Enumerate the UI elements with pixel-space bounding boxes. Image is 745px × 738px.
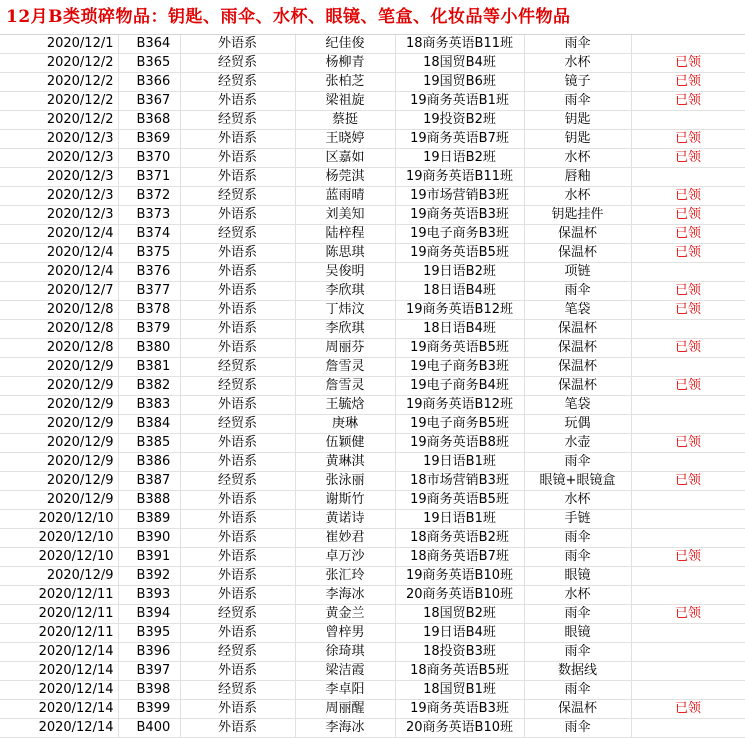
cell-department[interactable]: 经贸系: [180, 358, 295, 377]
cell-item[interactable]: 保温杯: [524, 377, 631, 396]
cell-status[interactable]: 已领: [631, 377, 745, 396]
cell-class[interactable]: 19日语B2班: [395, 263, 524, 282]
cell-date[interactable]: 2020/12/8: [0, 301, 118, 320]
cell-name[interactable]: 黄金兰: [295, 605, 395, 624]
cell-item[interactable]: 笔袋: [524, 396, 631, 415]
cell-date[interactable]: 2020/12/14: [0, 719, 118, 738]
cell-class[interactable]: 19商务英语B8班: [395, 434, 524, 453]
cell-department[interactable]: 外语系: [180, 320, 295, 339]
cell-class[interactable]: 19投资B2班: [395, 111, 524, 130]
cell-date[interactable]: 2020/12/1: [0, 35, 118, 54]
cell-name[interactable]: 纪佳俊: [295, 35, 395, 54]
cell-status[interactable]: [631, 453, 745, 472]
cell-status[interactable]: 已领: [631, 54, 745, 73]
cell-name[interactable]: 吴俊明: [295, 263, 395, 282]
cell-item[interactable]: 保温杯: [524, 225, 631, 244]
cell-date[interactable]: 2020/12/4: [0, 225, 118, 244]
cell-status[interactable]: [631, 358, 745, 377]
cell-status[interactable]: 已领: [631, 301, 745, 320]
cell-item[interactable]: 笔袋: [524, 301, 631, 320]
cell-name[interactable]: 梁祖旋: [295, 92, 395, 111]
cell-item-id[interactable]: B388: [118, 491, 180, 510]
table-row: [0, 548, 745, 567]
cell-name[interactable]: 陆梓程: [295, 225, 395, 244]
cell-date[interactable]: 2020/12/4: [0, 244, 118, 263]
cell-date[interactable]: 2020/12/8: [0, 339, 118, 358]
cell-status[interactable]: [631, 510, 745, 529]
cell-item[interactable]: 水杯: [524, 149, 631, 168]
cell-item[interactable]: 钥匙: [524, 130, 631, 149]
cell-item-id[interactable]: B382: [118, 377, 180, 396]
cell-department[interactable]: 外语系: [180, 567, 295, 586]
cell-class[interactable]: 19商务英语B3班: [395, 700, 524, 719]
cell-department[interactable]: 经贸系: [180, 225, 295, 244]
cell-status[interactable]: [631, 263, 745, 282]
cell-class[interactable]: 18商务英语B2班: [395, 529, 524, 548]
cell-date[interactable]: 2020/12/9: [0, 453, 118, 472]
table-row: [0, 529, 745, 548]
cell-status[interactable]: [631, 567, 745, 586]
cell-class[interactable]: 19商务英语B7班: [395, 130, 524, 149]
cell-status[interactable]: 已领: [631, 149, 745, 168]
cell-item[interactable]: 眼镜: [524, 567, 631, 586]
cell-status[interactable]: 已领: [631, 206, 745, 225]
cell-item-id[interactable]: B389: [118, 510, 180, 529]
cell-class[interactable]: 18国贸B2班: [395, 605, 524, 624]
cell-item-id[interactable]: B379: [118, 320, 180, 339]
cell-date[interactable]: 2020/12/2: [0, 92, 118, 111]
cell-status[interactable]: 已领: [631, 92, 745, 111]
cell-status[interactable]: 已领: [631, 339, 745, 358]
cell-name[interactable]: 崔妙君: [295, 529, 395, 548]
cell-class[interactable]: 18市场营销B3班: [395, 472, 524, 491]
table-row: [0, 225, 745, 244]
cell-item[interactable]: 眼镜: [524, 624, 631, 643]
cell-status[interactable]: 已领: [631, 700, 745, 719]
cell-department[interactable]: 外语系: [180, 168, 295, 187]
cell-date[interactable]: 2020/12/9: [0, 396, 118, 415]
table-row: [0, 700, 745, 719]
cell-item-id[interactable]: B371: [118, 168, 180, 187]
cell-department[interactable]: 外语系: [180, 529, 295, 548]
cell-date[interactable]: 2020/12/11: [0, 624, 118, 643]
table-row: [0, 415, 745, 434]
cell-department[interactable]: 外语系: [180, 434, 295, 453]
cell-date[interactable]: 2020/12/2: [0, 73, 118, 92]
cell-item[interactable]: 雨伞: [524, 719, 631, 738]
cell-department[interactable]: 经贸系: [180, 415, 295, 434]
table-row: [0, 187, 745, 206]
cell-item[interactable]: 雨伞: [524, 35, 631, 54]
cell-name[interactable]: 黄琳淇: [295, 453, 395, 472]
table-row: [0, 396, 745, 415]
cell-item[interactable]: 数据线: [524, 662, 631, 681]
cell-class[interactable]: 19日语B1班: [395, 510, 524, 529]
cell-department[interactable]: 外语系: [180, 244, 295, 263]
cell-date[interactable]: 2020/12/3: [0, 168, 118, 187]
table-row: [0, 54, 745, 73]
cell-item-id[interactable]: B364: [118, 35, 180, 54]
cell-item-id[interactable]: B400: [118, 719, 180, 738]
cell-status[interactable]: 已领: [631, 605, 745, 624]
cell-department[interactable]: 外语系: [180, 263, 295, 282]
cell-department[interactable]: 经贸系: [180, 111, 295, 130]
cell-class[interactable]: 19商务英语B1班: [395, 92, 524, 111]
cell-department[interactable]: 外语系: [180, 282, 295, 301]
table-row: [0, 681, 745, 700]
cell-date[interactable]: 2020/12/11: [0, 586, 118, 605]
table-row: [0, 92, 745, 111]
table-row: [0, 168, 745, 187]
cell-status[interactable]: 已领: [631, 434, 745, 453]
cell-name[interactable]: 蓝雨晴: [295, 187, 395, 206]
cell-date[interactable]: 2020/12/9: [0, 434, 118, 453]
cell-date[interactable]: 2020/12/11: [0, 605, 118, 624]
table-body: [0, 35, 745, 738]
cell-item-id[interactable]: B384: [118, 415, 180, 434]
cell-status[interactable]: [631, 643, 745, 662]
cell-class[interactable]: 19商务英语B12班: [395, 396, 524, 415]
cell-item[interactable]: 保温杯: [524, 700, 631, 719]
cell-date[interactable]: 2020/12/8: [0, 320, 118, 339]
cell-item-id[interactable]: B385: [118, 434, 180, 453]
cell-item-id[interactable]: B381: [118, 358, 180, 377]
cell-item-id[interactable]: B391: [118, 548, 180, 567]
lost-items-table: [0, 35, 745, 738]
cell-date[interactable]: 2020/12/2: [0, 54, 118, 73]
cell-item-id[interactable]: B368: [118, 111, 180, 130]
cell-status[interactable]: [631, 111, 745, 130]
cell-class[interactable]: 19商务英语B10班: [395, 567, 524, 586]
table-row: [0, 662, 745, 681]
cell-department[interactable]: 外语系: [180, 510, 295, 529]
cell-class[interactable]: 19日语B2班: [395, 149, 524, 168]
cell-class[interactable]: 19电子商务B3班: [395, 225, 524, 244]
cell-department[interactable]: 外语系: [180, 548, 295, 567]
cell-department[interactable]: 外语系: [180, 624, 295, 643]
cell-class[interactable]: 18日语B4班: [395, 320, 524, 339]
cell-item-id[interactable]: B374: [118, 225, 180, 244]
cell-item-id[interactable]: B366: [118, 73, 180, 92]
cell-status[interactable]: [631, 624, 745, 643]
cell-status[interactable]: [631, 529, 745, 548]
cell-status[interactable]: 已领: [631, 282, 745, 301]
table-row: [0, 130, 745, 149]
cell-date[interactable]: 2020/12/9: [0, 415, 118, 434]
cell-item[interactable]: 保温杯: [524, 320, 631, 339]
cell-item[interactable]: 雨伞: [524, 548, 631, 567]
cell-item-id[interactable]: B369: [118, 130, 180, 149]
cell-date[interactable]: 2020/12/3: [0, 206, 118, 225]
cell-date[interactable]: 2020/12/10: [0, 529, 118, 548]
table-row: [0, 567, 745, 586]
cell-item[interactable]: 雨伞: [524, 92, 631, 111]
table-row: [0, 320, 745, 339]
cell-status[interactable]: 已领: [631, 187, 745, 206]
cell-status[interactable]: [631, 415, 745, 434]
cell-item-id[interactable]: B372: [118, 187, 180, 206]
cell-date[interactable]: 2020/12/3: [0, 187, 118, 206]
cell-name[interactable]: 蔡挺: [295, 111, 395, 130]
table-row: [0, 586, 745, 605]
cell-item[interactable]: 水壶: [524, 434, 631, 453]
cell-item-id[interactable]: B390: [118, 529, 180, 548]
cell-class[interactable]: 18投资B3班: [395, 643, 524, 662]
cell-department[interactable]: 经贸系: [180, 187, 295, 206]
cell-name[interactable]: 陈思琪: [295, 244, 395, 263]
table-row: [0, 605, 745, 624]
cell-name[interactable]: 周丽芬: [295, 339, 395, 358]
cell-date[interactable]: 2020/12/14: [0, 643, 118, 662]
cell-name[interactable]: 詹雪灵: [295, 358, 395, 377]
cell-class[interactable]: 19商务英语B11班: [395, 168, 524, 187]
cell-name[interactable]: 庚琳: [295, 415, 395, 434]
table-row: [0, 472, 745, 491]
cell-department[interactable]: 外语系: [180, 130, 295, 149]
cell-date[interactable]: 2020/12/4: [0, 263, 118, 282]
cell-date[interactable]: 2020/12/2: [0, 111, 118, 130]
cell-item-id[interactable]: B397: [118, 662, 180, 681]
cell-date[interactable]: 2020/12/3: [0, 149, 118, 168]
table-row: [0, 434, 745, 453]
cell-date[interactable]: 2020/12/14: [0, 700, 118, 719]
cell-item[interactable]: 水杯: [524, 491, 631, 510]
cell-department[interactable]: 外语系: [180, 35, 295, 54]
table-row: [0, 377, 745, 396]
cell-item-id[interactable]: B377: [118, 282, 180, 301]
cell-date[interactable]: 2020/12/14: [0, 681, 118, 700]
cell-name[interactable]: 谢斯竹: [295, 491, 395, 510]
cell-department[interactable]: 外语系: [180, 586, 295, 605]
table-row: [0, 339, 745, 358]
cell-department[interactable]: 经贸系: [180, 681, 295, 700]
cell-item-id[interactable]: B383: [118, 396, 180, 415]
cell-name[interactable]: 张柏芝: [295, 73, 395, 92]
cell-item[interactable]: 钥匙挂件: [524, 206, 631, 225]
cell-item-id[interactable]: B378: [118, 301, 180, 320]
table-row: [0, 244, 745, 263]
cell-date[interactable]: 2020/12/10: [0, 548, 118, 567]
cell-item-id[interactable]: B394: [118, 605, 180, 624]
cell-item[interactable]: 保温杯: [524, 244, 631, 263]
cell-class[interactable]: 18日语B4班: [395, 282, 524, 301]
table-row: [0, 35, 745, 54]
cell-name[interactable]: 杨柳青: [295, 54, 395, 73]
cell-date[interactable]: 2020/12/14: [0, 662, 118, 681]
cell-item[interactable]: 唇釉: [524, 168, 631, 187]
cell-name[interactable]: 杨莞淇: [295, 168, 395, 187]
cell-class[interactable]: 19商务英语B5班: [395, 491, 524, 510]
cell-class[interactable]: 20商务英语B10班: [395, 586, 524, 605]
cell-item-id[interactable]: B370: [118, 149, 180, 168]
cell-name[interactable]: 李欣琪: [295, 282, 395, 301]
cell-item[interactable]: 项链: [524, 263, 631, 282]
cell-item[interactable]: 雨伞: [524, 643, 631, 662]
cell-department[interactable]: 经贸系: [180, 643, 295, 662]
table-row: [0, 491, 745, 510]
cell-name[interactable]: 王毓焓: [295, 396, 395, 415]
cell-item[interactable]: 雨伞: [524, 453, 631, 472]
cell-department[interactable]: 经贸系: [180, 472, 295, 491]
cell-status[interactable]: [631, 35, 745, 54]
cell-status[interactable]: 已领: [631, 73, 745, 92]
cell-status[interactable]: 已领: [631, 244, 745, 263]
table-row: [0, 73, 745, 92]
cell-department[interactable]: 经贸系: [180, 54, 295, 73]
cell-name[interactable]: 刘美知: [295, 206, 395, 225]
cell-status[interactable]: 已领: [631, 225, 745, 244]
table-row: [0, 149, 745, 168]
cell-department[interactable]: 外语系: [180, 149, 295, 168]
cell-name[interactable]: 张汇玲: [295, 567, 395, 586]
cell-name[interactable]: 曾梓男: [295, 624, 395, 643]
cell-date[interactable]: 2020/12/9: [0, 491, 118, 510]
table-row: [0, 206, 745, 225]
cell-status[interactable]: 已领: [631, 548, 745, 567]
table-row: [0, 453, 745, 472]
cell-name[interactable]: 徐琦琪: [295, 643, 395, 662]
cell-date[interactable]: 2020/12/3: [0, 130, 118, 149]
cell-department[interactable]: 外语系: [180, 719, 295, 738]
cell-department[interactable]: 外语系: [180, 339, 295, 358]
cell-date[interactable]: 2020/12/9: [0, 358, 118, 377]
cell-class[interactable]: 19日语B4班: [395, 624, 524, 643]
cell-class[interactable]: 19电子商务B5班: [395, 415, 524, 434]
cell-item[interactable]: 镜子: [524, 73, 631, 92]
table-row: [0, 263, 745, 282]
cell-department[interactable]: 外语系: [180, 92, 295, 111]
cell-name[interactable]: 李欣琪: [295, 320, 395, 339]
cell-item[interactable]: 水杯: [524, 586, 631, 605]
cell-item[interactable]: 眼镜+眼镜盒: [524, 472, 631, 491]
cell-item-id[interactable]: B375: [118, 244, 180, 263]
cell-date[interactable]: 2020/12/9: [0, 472, 118, 491]
cell-item-id[interactable]: B393: [118, 586, 180, 605]
cell-class[interactable]: 19日语B1班: [395, 453, 524, 472]
cell-status[interactable]: [631, 491, 745, 510]
cell-status[interactable]: 已领: [631, 130, 745, 149]
cell-name[interactable]: 周丽醒: [295, 700, 395, 719]
cell-item-id[interactable]: B376: [118, 263, 180, 282]
cell-department[interactable]: 外语系: [180, 491, 295, 510]
cell-class[interactable]: 18商务英语B5班: [395, 662, 524, 681]
cell-class[interactable]: 18国贸B1班: [395, 681, 524, 700]
cell-item[interactable]: 钥匙: [524, 111, 631, 130]
cell-department[interactable]: 外语系: [180, 662, 295, 681]
cell-item-id[interactable]: B387: [118, 472, 180, 491]
cell-class[interactable]: 19商务英语B5班: [395, 244, 524, 263]
cell-name[interactable]: 卓万沙: [295, 548, 395, 567]
cell-item[interactable]: 雨伞: [524, 282, 631, 301]
cell-class[interactable]: 19电子商务B3班: [395, 358, 524, 377]
cell-department[interactable]: 外语系: [180, 206, 295, 225]
cell-item-id[interactable]: B367: [118, 92, 180, 111]
cell-item-id[interactable]: B380: [118, 339, 180, 358]
cell-class[interactable]: 19商务英语B5班: [395, 339, 524, 358]
sheet-title[interactable]: 12月B类琐碎物品：钥匙、雨伞、水杯、眼镜、笔盒、化妆品等小件物品: [0, 0, 745, 35]
cell-item[interactable]: 雨伞: [524, 681, 631, 700]
cell-class[interactable]: 18商务英语B11班: [395, 35, 524, 54]
cell-class[interactable]: 19商务英语B12班: [395, 301, 524, 320]
table-row: [0, 358, 745, 377]
cell-name[interactable]: 李海冰: [295, 586, 395, 605]
cell-item[interactable]: 保温杯: [524, 358, 631, 377]
table-row: [0, 624, 745, 643]
cell-name[interactable]: 丁炜汶: [295, 301, 395, 320]
cell-class[interactable]: 19电子商务B4班: [395, 377, 524, 396]
cell-date[interactable]: 2020/12/9: [0, 567, 118, 586]
cell-item-id[interactable]: B399: [118, 700, 180, 719]
cell-status[interactable]: [631, 662, 745, 681]
cell-date[interactable]: 2020/12/9: [0, 377, 118, 396]
table-row: [0, 282, 745, 301]
cell-class[interactable]: 19商务英语B3班: [395, 206, 524, 225]
cell-name[interactable]: 区嘉如: [295, 149, 395, 168]
cell-status[interactable]: [631, 681, 745, 700]
cell-department[interactable]: 外语系: [180, 301, 295, 320]
cell-date[interactable]: 2020/12/7: [0, 282, 118, 301]
cell-item-id[interactable]: B396: [118, 643, 180, 662]
table-row: [0, 301, 745, 320]
table-row: [0, 111, 745, 130]
cell-item[interactable]: 水杯: [524, 187, 631, 206]
cell-name[interactable]: 张泳丽: [295, 472, 395, 491]
cell-status[interactable]: [631, 396, 745, 415]
cell-class[interactable]: 19国贸B6班: [395, 73, 524, 92]
cell-item[interactable]: 雨伞: [524, 529, 631, 548]
cell-department[interactable]: 外语系: [180, 396, 295, 415]
cell-department[interactable]: 经贸系: [180, 73, 295, 92]
cell-class[interactable]: 18国贸B4班: [395, 54, 524, 73]
cell-class[interactable]: 19市场营销B3班: [395, 187, 524, 206]
cell-status[interactable]: [631, 168, 745, 187]
cell-item[interactable]: 水杯: [524, 54, 631, 73]
cell-item[interactable]: 玩偶: [524, 415, 631, 434]
cell-department[interactable]: 外语系: [180, 453, 295, 472]
cell-class[interactable]: 18商务英语B7班: [395, 548, 524, 567]
cell-name[interactable]: 伍颖健: [295, 434, 395, 453]
cell-item-id[interactable]: B373: [118, 206, 180, 225]
table-row: [0, 643, 745, 662]
cell-name[interactable]: 詹雪灵: [295, 377, 395, 396]
cell-item-id[interactable]: B392: [118, 567, 180, 586]
cell-department[interactable]: 经贸系: [180, 605, 295, 624]
cell-date[interactable]: 2020/12/10: [0, 510, 118, 529]
cell-item-id[interactable]: B398: [118, 681, 180, 700]
cell-name[interactable]: 黄诺诗: [295, 510, 395, 529]
cell-name[interactable]: 李卓阳: [295, 681, 395, 700]
table-row: [0, 510, 745, 529]
cell-class[interactable]: 20商务英语B10班: [395, 719, 524, 738]
cell-item-id[interactable]: B395: [118, 624, 180, 643]
cell-status[interactable]: [631, 586, 745, 605]
cell-item-id[interactable]: B386: [118, 453, 180, 472]
cell-name[interactable]: 王晓婷: [295, 130, 395, 149]
cell-status[interactable]: 已领: [631, 472, 745, 491]
cell-name[interactable]: 李海冰: [295, 719, 395, 738]
cell-name[interactable]: 梁洁霞: [295, 662, 395, 681]
cell-item[interactable]: 保温杯: [524, 339, 631, 358]
cell-department[interactable]: 经贸系: [180, 377, 295, 396]
cell-department[interactable]: 外语系: [180, 700, 295, 719]
cell-status[interactable]: [631, 320, 745, 339]
cell-item[interactable]: 手链: [524, 510, 631, 529]
cell-item[interactable]: 雨伞: [524, 605, 631, 624]
cell-item-id[interactable]: B365: [118, 54, 180, 73]
